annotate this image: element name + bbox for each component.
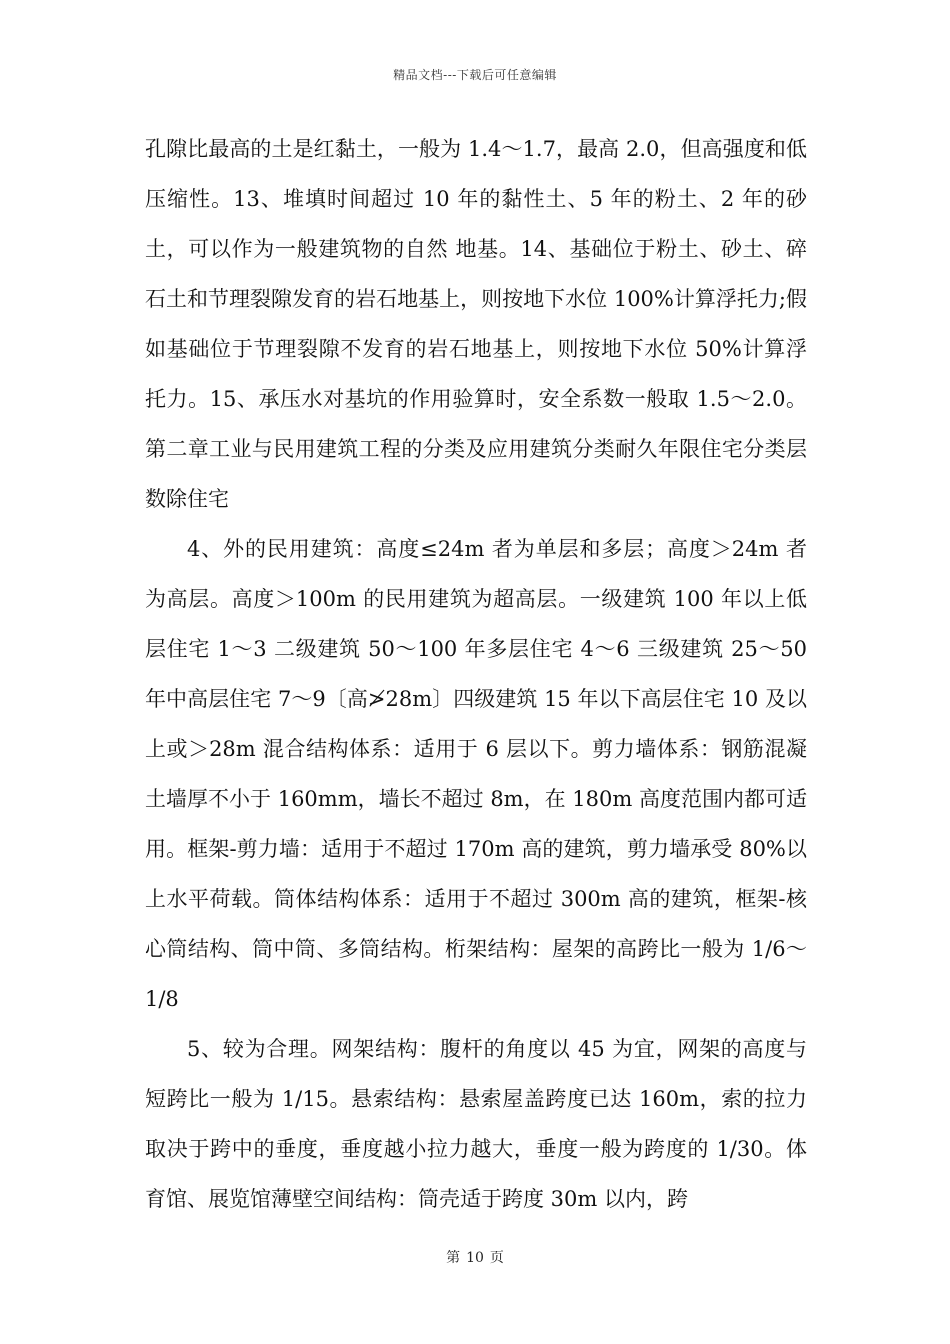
page-number-prefix: 第	[446, 1250, 461, 1266]
paragraph-3: 5、较为合理。网架结构：腹杆的角度以 45 为宜，网架的高度与短跨比一般为 1/15。悬索结构：悬索屋盖跨度已达 160m，索的拉力取决于跨中的垂度，垂度越小拉力越大，垂度一般为跨度的 1/30。体育馆、展览馆薄壁空间结构：筒壳适于跨度 30m 以内，跨	[145, 1037, 807, 1211]
page-footer	[0, 1247, 950, 1267]
paragraph-2: 4、外的民用建筑：高度≤24m 者为单层和多层；高度＞24m 者为高层。高度＞100m 的民用建筑为超高层。一级建筑 100 年以上低层住宅 1～3 二级建筑 50～100 年多层住宅 4～6 三级建筑 25～50 年中高层住宅 7～9〔高≯28m〕四级建筑 15 年以下高层住宅 10 及以上或＞28m 混合结构体系：适用于 6 层以下。剪力墙体系：钢筋混凝土墙厚不小于 160mm，墙长不超过 8m，在 180m 高度范围内都可适用。框架-剪力墙：适用于不超过 170m 高的建筑，剪力墙承受 80%以上水平荷载。筒体结构体系：适用于不超过 300m 高的建筑，框架-核心筒结构、筒中筒、多筒结构。桁架结构：屋架的高跨比一般为 1/6～1/8	[145, 537, 807, 1011]
page-number-suffix: 页	[489, 1250, 504, 1266]
document-body	[145, 124, 807, 1224]
page-number: 10	[466, 1250, 484, 1266]
paragraph-1: 孔隙比最高的土是红黏土，一般为 1.4～1.7，最高 2.0，但高强度和低压缩性。13、堆填时间超过 10 年的黏性土、5 年的粉土、2 年的砂土，可以作为一般建筑物的自然 地基。14、基础位于粉土、砂土、碎石土和节理裂隙发育的岩石地基上，则按地下水位 100%计算浮托力;假如基础位于节理裂隙不发育的岩石地基上，则按地下水位 50%计算浮托力。15、承压水对基坑的作用验算时，安全系数一般取 1.5～2.0。第二章工业与民用建筑工程的分类及应用建筑分类耐久年限住宅分类层数除住宅	[145, 137, 807, 511]
page-header: 精品文档---下载后可任意编辑	[393, 68, 557, 82]
